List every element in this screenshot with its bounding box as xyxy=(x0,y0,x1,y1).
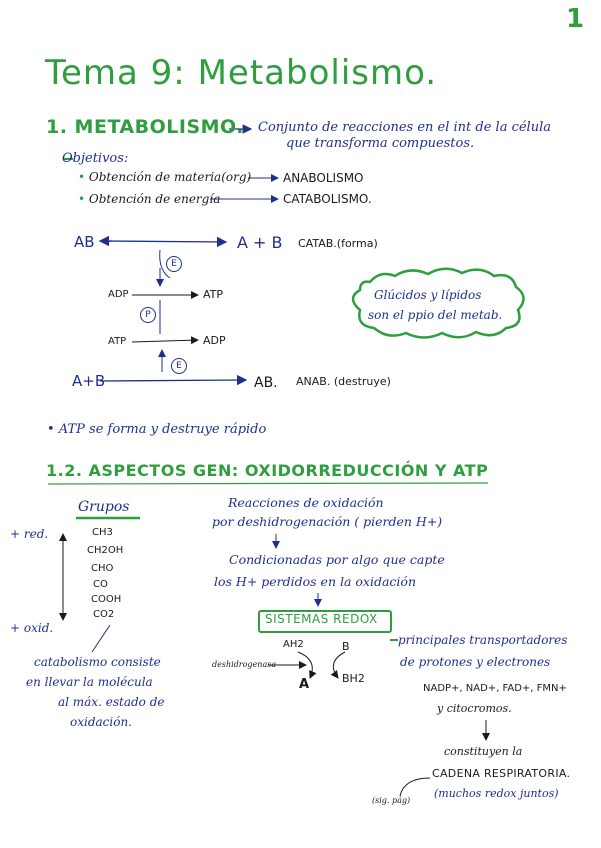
atp-note: • ATP se forma y destruye rápido xyxy=(47,422,267,437)
diagram-ab: AB xyxy=(74,233,95,251)
constituyen-line: constituyen la xyxy=(444,745,523,758)
anab-arrow xyxy=(100,380,246,381)
enzyme-e-icon: E xyxy=(166,256,182,272)
reactions-line1: Reacciones de oxidación xyxy=(228,495,384,510)
redox-b: B xyxy=(342,640,350,653)
objective1: • Obtención de materia(org) xyxy=(78,170,252,184)
citocromos-line: y citocromos. xyxy=(437,702,512,715)
group-item: CO2 xyxy=(93,609,115,620)
red-label: + red. xyxy=(10,527,49,541)
redox-bh2: BH2 xyxy=(342,672,365,685)
conditioned-line2: los H+ perdidos en la oxidación xyxy=(214,574,416,589)
section1-heading: 1. METABOLISMO. xyxy=(46,116,244,138)
redox-a: A xyxy=(299,677,310,692)
page-number: 1 xyxy=(566,4,585,34)
cloud-note-line2: son el ppio del metab. xyxy=(368,308,503,322)
catabolism-note-line4: oxidación. xyxy=(70,715,132,729)
catab-arrow xyxy=(104,241,226,242)
catabolism-note-line1: catabolismo consiste xyxy=(34,655,161,669)
muchos-redox-line: (muchos redox juntos) xyxy=(434,787,559,800)
cadena-respiratoria: CADENA RESPIRATORIA. xyxy=(432,767,571,780)
diagram-adp-top: ADP xyxy=(108,289,129,300)
catabolism-note-line2: en llevar la molécula xyxy=(26,675,153,689)
group-item: COOH xyxy=(91,594,122,605)
cloud-outline xyxy=(353,269,524,338)
diagram-atp-top: ATP xyxy=(203,288,224,301)
reactions-line2: por deshidrogenación ( pierden H+) xyxy=(212,514,443,529)
group-item: CO xyxy=(93,579,108,590)
diagram-anab: ANAB. (destruye) xyxy=(296,375,391,388)
diagram-a-plus-b-bottom: A+B xyxy=(72,372,106,390)
atp-adp-arrow xyxy=(132,340,198,342)
diagram-catab: CATAB.(forma) xyxy=(298,237,378,250)
section1-definition-line1: Conjunto de reacciones en el int de la célula xyxy=(258,120,551,135)
redox-label: SISTEMAS REDOX xyxy=(265,612,378,626)
conditioned-line1: Condicionadas por algo que capte xyxy=(229,552,445,567)
oxid-label: + oxid. xyxy=(10,621,54,635)
diagram-atp-bottom: ATP xyxy=(108,336,127,347)
section1-definition-line2: que transforma compuestos. xyxy=(286,136,475,151)
objective2-result: CATABOLISMO. xyxy=(283,192,372,206)
enzyme-e2-icon: E xyxy=(171,358,187,374)
objective1-result: ANABOLISMO xyxy=(283,171,364,185)
principal-line1: principales transportadores xyxy=(398,633,568,647)
group-item: CH3 xyxy=(92,527,113,538)
group-item: CHO xyxy=(91,563,114,574)
section12-heading: 1.2. ASPECTOS GEN: OXIDORREDUCCIÓN Y ATP xyxy=(46,461,489,480)
deshidrogenasa-label: deshidrogenasa xyxy=(212,660,277,669)
diagram-ab-bottom: AB. xyxy=(254,375,278,391)
sig-pag-label: (sig. pág) xyxy=(372,796,411,805)
section12-underline xyxy=(48,483,488,484)
page-title: Tema 9: Metabolismo. xyxy=(45,53,438,93)
objective2: • Obtención de energía xyxy=(78,192,221,206)
objectives-label: Objetivos: xyxy=(62,151,129,166)
principal-line2: de protones y electrones xyxy=(400,655,551,669)
carriers-list: NADP+, NAD+, FAD+, FMN+ xyxy=(423,683,567,694)
catabolism-note-line3: al máx. estado de xyxy=(58,695,165,709)
redox-ah2: AH2 xyxy=(283,639,304,650)
cloud-note-line1: Glúcidos y lípidos xyxy=(374,288,482,302)
groups-label: Grupos xyxy=(78,499,130,515)
diagram-a-plus-b: A + B xyxy=(237,233,283,252)
group-item: CH2OH xyxy=(87,545,124,556)
phosphate-p-icon: P xyxy=(140,307,156,323)
diagram-adp-bottom: ADP xyxy=(203,334,226,347)
